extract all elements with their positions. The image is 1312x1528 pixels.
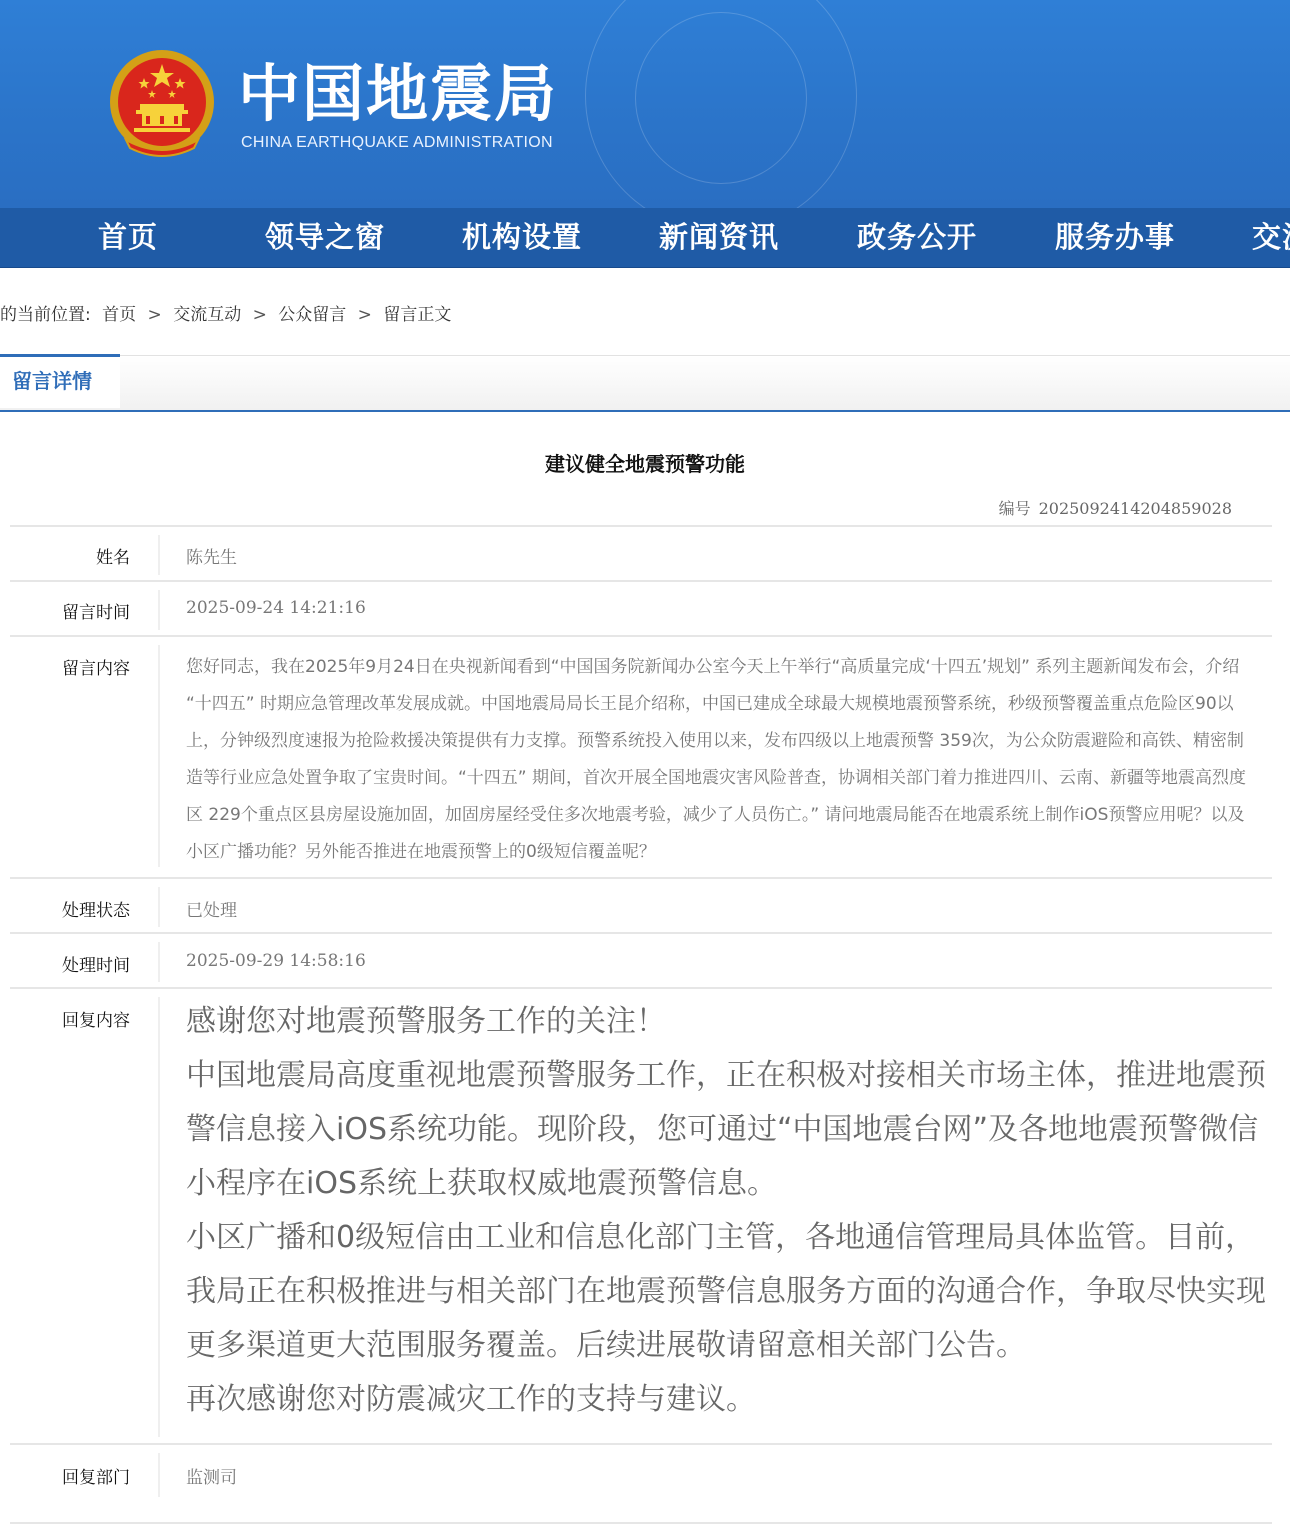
nav-item-services[interactable]: 服务办事 [1055,220,1176,254]
name-label: 姓名 [96,548,130,568]
status-value: 已处理 [186,901,237,921]
status-label: 处理状态 [62,901,130,921]
national-emblem-icon[interactable] [108,48,216,160]
message-content-text: 您好同志，我在2025年9月24日在央视新闻看到“中国国务院新闻办公室今天上午举行“高质量完成‘十四五’规划” 系列主题新闻发布会，介绍 “十四五” 时期应急管理改革发展成就。中国地震局局长王昆介绍称，中国已建成全球最大规模地震预警系统，秒级预警覆盖重点危险区90以上，分钟级烈度速报为抢险救援决策提供有力支撑。预警系统投入使用以来，发布四级以上地震预警 359次，为公众防震避险和高铁、精密制造等行业应急处置争取了宝贵时间。“十四五” 期间，首次开展全国地震灾害风险普查，协调相关部门着力推进四川、云南、新疆等地震高烈度区 229个重点区县房屋设施加固，加固房屋经受住多次地震考验，减少了人员伤亡。” 请问地震局能否在地震系统上制作iOS预警应用呢？以及小区广播功能？另外能否推进在地震预警上的0级短信覆盖呢？ [186,657,1247,862]
decorative-ring [635,12,807,184]
breadcrumb-item-interaction[interactable]: 交流互动 [173,305,242,325]
reply-content-text [186,995,1266,1427]
breadcrumb-separator: > [252,305,267,325]
row-divider [158,942,160,982]
message-time-value: 2025-09-24 14:21:16 [186,598,366,618]
reply-department-value: 监测司 [186,1468,237,1488]
row-divider [158,887,160,927]
row-divider [158,1453,160,1497]
row-message-time [10,580,1272,636]
breadcrumb-item-current[interactable]: 留言正文 [383,305,452,325]
handle-time-label: 处理时间 [62,956,130,976]
row-name [10,525,1272,581]
row-reply-department [10,1443,1272,1503]
main-nav [0,208,1312,268]
reply-paragraph: 再次感谢您对防震减灾工作的支持与建议。 [186,1382,756,1417]
tab-message-detail[interactable]: 留言详情 [0,354,120,408]
message-id-label: 编号 [998,499,1031,518]
row-divider [158,535,160,575]
row-divider [158,645,160,867]
nav-item-government-affairs[interactable]: 政务公开 [857,220,978,254]
row-divider [158,590,160,630]
message-id [999,496,1232,519]
breadcrumb-item-home[interactable]: 首页 [102,305,137,325]
row-divider [158,997,160,1437]
message-title: 建议健全地震预警功能 [545,452,745,476]
breadcrumb-item-public-messages[interactable]: 公众留言 [278,305,347,325]
row-status [10,877,1272,933]
site-subtitle: CHINA EARTHQUAKE ADMINISTRATION [241,134,553,151]
reply-department-label: 回复部门 [62,1468,130,1488]
message-id-value: 2025092414204859028 [1038,499,1232,518]
detail-tabbar [0,355,1290,412]
row-reply-content [10,987,1272,1445]
nav-item-interaction[interactable]: 交流 [1252,220,1312,254]
row-message-content [10,635,1272,879]
breadcrumb-prefix: 的当前位置: [0,305,91,325]
message-content-label: 留言内容 [62,659,130,679]
reply-paragraph: 感谢您对地震预警服务工作的关注！ [186,1004,666,1039]
nav-item-home[interactable]: 首页 [98,220,159,254]
site-header-banner [0,0,1290,208]
row-handle-time [10,932,1272,988]
message-time-label: 留言时间 [62,603,130,623]
nav-item-organization[interactable]: 机构设置 [462,220,583,254]
nav-item-news[interactable]: 新闻资讯 [659,220,780,254]
table-bottom-border [10,1522,1272,1524]
reply-paragraph: 中国地震局高度重视地震预警服务工作，正在积极对接相关市场主体，推进地震预警信息接入iOS系统功能。现阶段，您可通过“中国地震台网”及各地地震预警微信小程序在iOS系统上获取权威地震预警信息。 [186,1058,1266,1201]
nav-item-leadership[interactable]: 领导之窗 [265,220,386,254]
breadcrumb [0,300,451,324]
site-title[interactable]: 中国地震局 [238,57,559,130]
reply-content-label: 回复内容 [62,1011,130,1031]
name-value: 陈先生 [186,548,237,568]
breadcrumb-separator: > [147,305,162,325]
reply-paragraph: 小区广播和0级短信由工业和信息化部门主管，各地通信管理局具体监管。目前，我局正在积极推进与相关部门在地震预警信息服务方面的沟通合作，争取尽快实现更多渠道更大范围服务覆盖。后续进展敬请留意相关部门公告。 [186,1220,1266,1363]
handle-time-value: 2025-09-29 14:58:16 [186,951,366,971]
breadcrumb-separator: > [357,305,372,325]
